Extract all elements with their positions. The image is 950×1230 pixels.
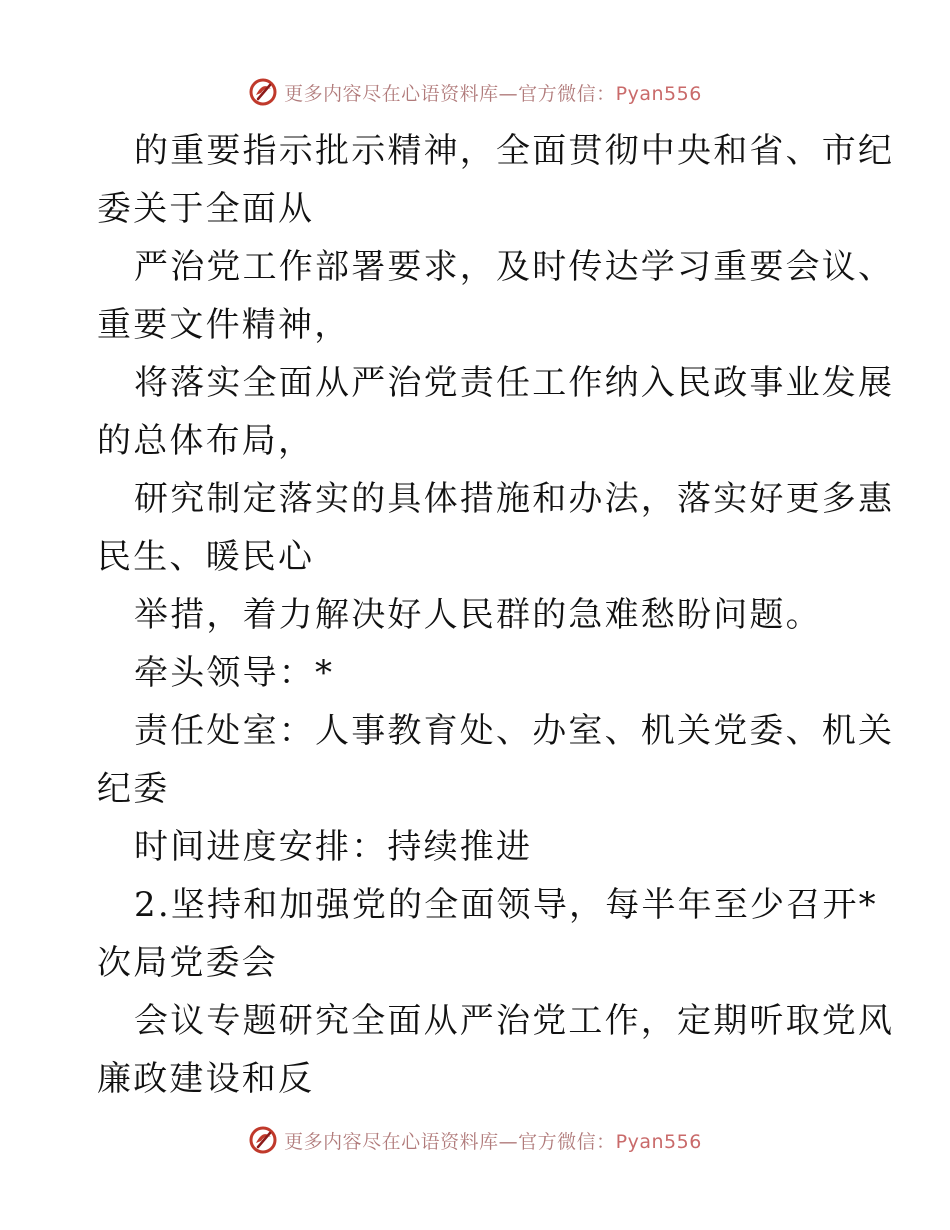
watermark-footer: [0, 1120, 950, 1160]
paragraph-line: 的总体布局，: [97, 421, 315, 461]
red-swirl-logo-icon: [248, 77, 278, 107]
wechat-id: Pyan556: [615, 1130, 702, 1153]
paragraph-line: 次局党委会: [97, 943, 278, 983]
watermark-text: 更多内容尽在心语资料库—官方微信：Pyan556: [284, 1130, 702, 1153]
lead-leader-line: 牵头领导：*: [134, 653, 335, 693]
item-heading-line: 2.坚持和加强党的全面领导，每半年至少召开*: [134, 885, 878, 925]
paragraph-line: 民生、暖民心: [97, 537, 315, 577]
paragraph-line: 的重要指示批示精神，全面贯彻中央和省、市纪: [134, 131, 895, 171]
paragraph-line: 研究制定落实的具体措施和办法，落实好更多惠: [134, 479, 895, 519]
paragraph-line: 严治党工作部署要求，及时传达学习重要会议、: [134, 247, 895, 287]
paragraph-line: 会议专题研究全面从严治党工作，定期听取党风: [134, 1001, 895, 1041]
paragraph-line: 将落实全面从严治党责任工作纳入民政事业发展: [134, 363, 895, 403]
document-body: [97, 122, 895, 1108]
paragraph-line: 纪委: [97, 769, 170, 809]
paragraph-line: 举措，着力解决好人民群的急难愁盼问题。: [134, 595, 822, 635]
responsible-office-line: 责任处室：人事教育处、办室、机关党委、机关: [134, 711, 895, 751]
red-swirl-logo-icon: [248, 1125, 278, 1155]
watermark-text: 更多内容尽在心语资料库—官方微信：Pyan556: [284, 82, 702, 105]
paragraph-line: 廉政建设和反: [97, 1059, 315, 1099]
schedule-line: 时间进度安排：持续推进: [134, 827, 533, 867]
paragraph-line: 委关于全面从: [97, 189, 315, 229]
wechat-id: Pyan556: [615, 82, 702, 105]
watermark-header: [0, 72, 950, 112]
paragraph-line: 重要文件精神，: [97, 305, 351, 345]
